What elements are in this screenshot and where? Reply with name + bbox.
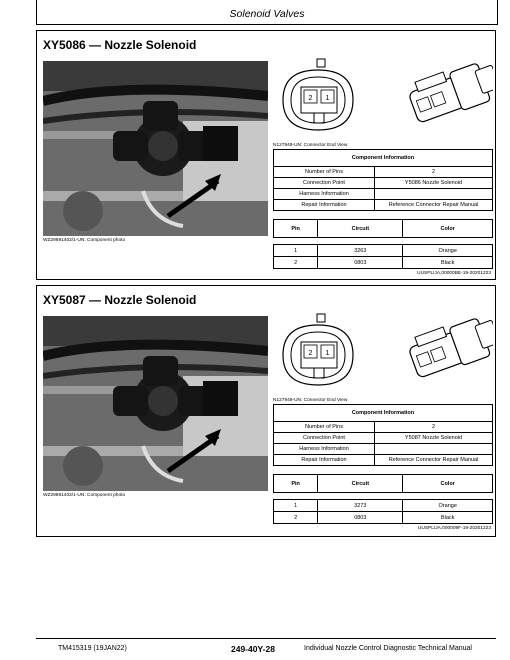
table-row [274,257,493,269]
color-cell: Black [403,257,493,269]
column-header-circuit: Circuit [318,220,403,238]
info-value: 2 [375,167,493,178]
connector-caption: N127949-UN: Connector End View [273,398,348,403]
table-row [274,189,493,200]
connector-section-xy5087 [36,285,496,537]
photo-caption: WZ29891402/1-UN: Component photo [43,493,126,498]
table-row [274,178,493,189]
pin-cell: 2 [274,512,318,524]
footer-doc-id: TM415319 (19JAN22) [58,645,127,652]
table-row [274,444,493,455]
circuit-cell: 3273 [318,500,403,512]
document-reference: UUSPLIJA,00000BE-19-20201223 [417,271,491,276]
pin-cell: 1 [274,500,318,512]
circuit-cell: 0803 [318,257,403,269]
circuit-cell: 3263 [318,245,403,257]
info-label: Repair Information [274,455,375,466]
pin-cell: 2 [274,257,318,269]
circuit-cell: 0803 [318,512,403,524]
photo-caption: WZ29891402/1-UN: Component photo [43,238,126,243]
info-label: Connection Point [274,433,375,444]
info-value: Y5086 Nozzle Solenoid [375,178,493,189]
color-cell: Black [403,512,493,524]
component-information-table [273,149,493,211]
info-label: Repair Information [274,200,375,211]
table-row [274,167,493,178]
color-cell: Orange [403,245,493,257]
info-label: Number of Pins [274,167,375,178]
connector-label-pin1: 1 [325,350,330,357]
info-label: Harness Information [274,189,375,200]
component-information-table [273,404,493,466]
table-row [274,500,493,512]
table-row [274,433,493,444]
footer-manual-title: Individual Nozzle Control Diagnostic Technical Manual [304,645,472,652]
connector-end-view [273,55,493,145]
pin-circuit-table [273,219,493,269]
table-row [274,512,493,524]
table-row [274,245,493,257]
info-value: Y5087 Nozzle Solenoid [375,433,493,444]
footer-divider [36,638,496,639]
info-label: Connection Point [274,178,375,189]
info-value [375,444,493,455]
component-info-heading: Component Information [274,150,493,167]
pin-circuit-table [273,474,493,524]
page-header-title: Solenoid Valves [229,8,305,20]
info-value: Reference Connector Repair Manual [375,455,493,466]
info-value: 2 [375,422,493,433]
connector-label-pin2: 2 [308,95,313,102]
pin-cell: 1 [274,245,318,257]
connector-label-pin2: 2 [308,350,313,357]
table-row [274,422,493,433]
component-info-heading: Component Information [274,405,493,422]
section-title: XY5087 — Nozzle Solenoid [43,293,197,307]
info-label: Harness Information [274,444,375,455]
column-header-circuit: Circuit [318,475,403,493]
page-header [36,0,498,25]
column-header-color: Color [403,475,493,493]
color-cell: Orange [403,500,493,512]
table-row [274,455,493,466]
column-header-pin: Pin [274,220,318,238]
document-reference: UUSPLIJA,000009F-19-20201223 [417,526,491,531]
connector-section-xy5086 [36,30,496,280]
info-value [375,189,493,200]
footer-page-number: 249-40Y-28 [231,644,275,654]
component-photo [43,316,268,491]
table-row [274,200,493,211]
connector-end-view [273,310,493,400]
info-label: Number of Pins [274,422,375,433]
column-header-color: Color [403,220,493,238]
info-value: Reference Connector Repair Manual [375,200,493,211]
column-header-pin: Pin [274,475,318,493]
connector-caption: N127949-UN: Connector End View [273,143,348,148]
connector-label-pin1: 1 [325,95,330,102]
section-title: XY5086 — Nozzle Solenoid [43,38,197,52]
component-photo [43,61,268,236]
